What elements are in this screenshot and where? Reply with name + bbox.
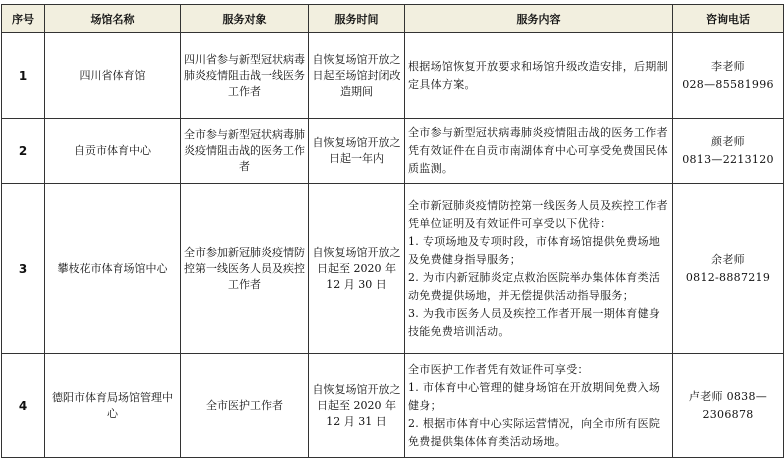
service-target: 全市医护工作者 [181,354,309,458]
service-time: 自恢复场馆开放之日起至 2020 年 12 月 30 日 [309,184,405,354]
contact-phone: 颜老师 0813—2213120 [673,119,784,184]
table-header-row [2,5,784,33]
table-row [2,354,784,458]
contact-phone: 卢老师 0838—2306878 [673,354,784,458]
service-content: 全市参与新型冠状病毒肺炎疫情阻击战的医务工作者凭有效证件在自贡市南湖体育中心可享受免费国民体质监测。 [405,119,673,184]
header-time: 服务时间 [309,5,405,33]
row-index: 1 [2,33,45,119]
service-target: 全市参与新型冠状病毒肺炎疫情阻击战的医务工作者 [181,119,309,184]
service-target: 四川省参与新型冠状病毒肺炎疫情阻击战一线医务工作者 [181,33,309,119]
header-index: 序号 [2,5,45,33]
venue-name: 自贡市体育中心 [45,119,181,184]
table-row [2,184,784,354]
table-row [2,33,784,119]
row-index: 3 [2,184,45,354]
service-content: 全市新冠肺炎疫情防控第一线医务人员及疾控工作者凭单位证明及有效证件可享受以下优待： 1. 专项场地及专项时段，市体育场馆提供免费场地及免费健身指导服务； 2. 为市内新冠肺炎定点救治医院举办集体体育类活动免费提供场地，并无偿提供活动指导服务； 3. 为我市医务人员及疾控工作者开展一期体育健身技能免费培训活动。 [405,184,673,354]
contact-phone: 余老师 0812-8887219 [673,184,784,354]
header-contact: 咨询电话 [673,5,784,33]
venue-name: 四川省体育馆 [45,33,181,119]
row-index: 2 [2,119,45,184]
header-venue: 场馆名称 [45,5,181,33]
service-content: 根据场馆恢复开放要求和场馆升级改造安排，后期制定具体方案。 [405,33,673,119]
service-table [1,4,784,458]
contact-phone: 李老师 028—85581996 [673,33,784,119]
header-content: 服务内容 [405,5,673,33]
venue-name: 攀枝花市体育场馆中心 [45,184,181,354]
row-index: 4 [2,354,45,458]
service-content: 全市医护工作者凭有效证件可享受： 1. 市体育中心管理的健身场馆在开放期间免费入场健身； 2. 根据市体育中心实际运营情况，向全市所有医院免费提供集体体育类活动场地。 [405,354,673,458]
venue-name: 德阳市体育局场馆管理中心 [45,354,181,458]
service-time: 自恢复场馆开放之日起至场馆封闭改造期间 [309,33,405,119]
header-target: 服务对象 [181,5,309,33]
table-row [2,119,784,184]
service-time: 自恢复场馆开放之日起至 2020 年 12 月 31 日 [309,354,405,458]
service-time: 自恢复场馆开放之日起一年内 [309,119,405,184]
service-target: 全市参加新冠肺炎疫情防控第一线医务人员及疾控工作者 [181,184,309,354]
